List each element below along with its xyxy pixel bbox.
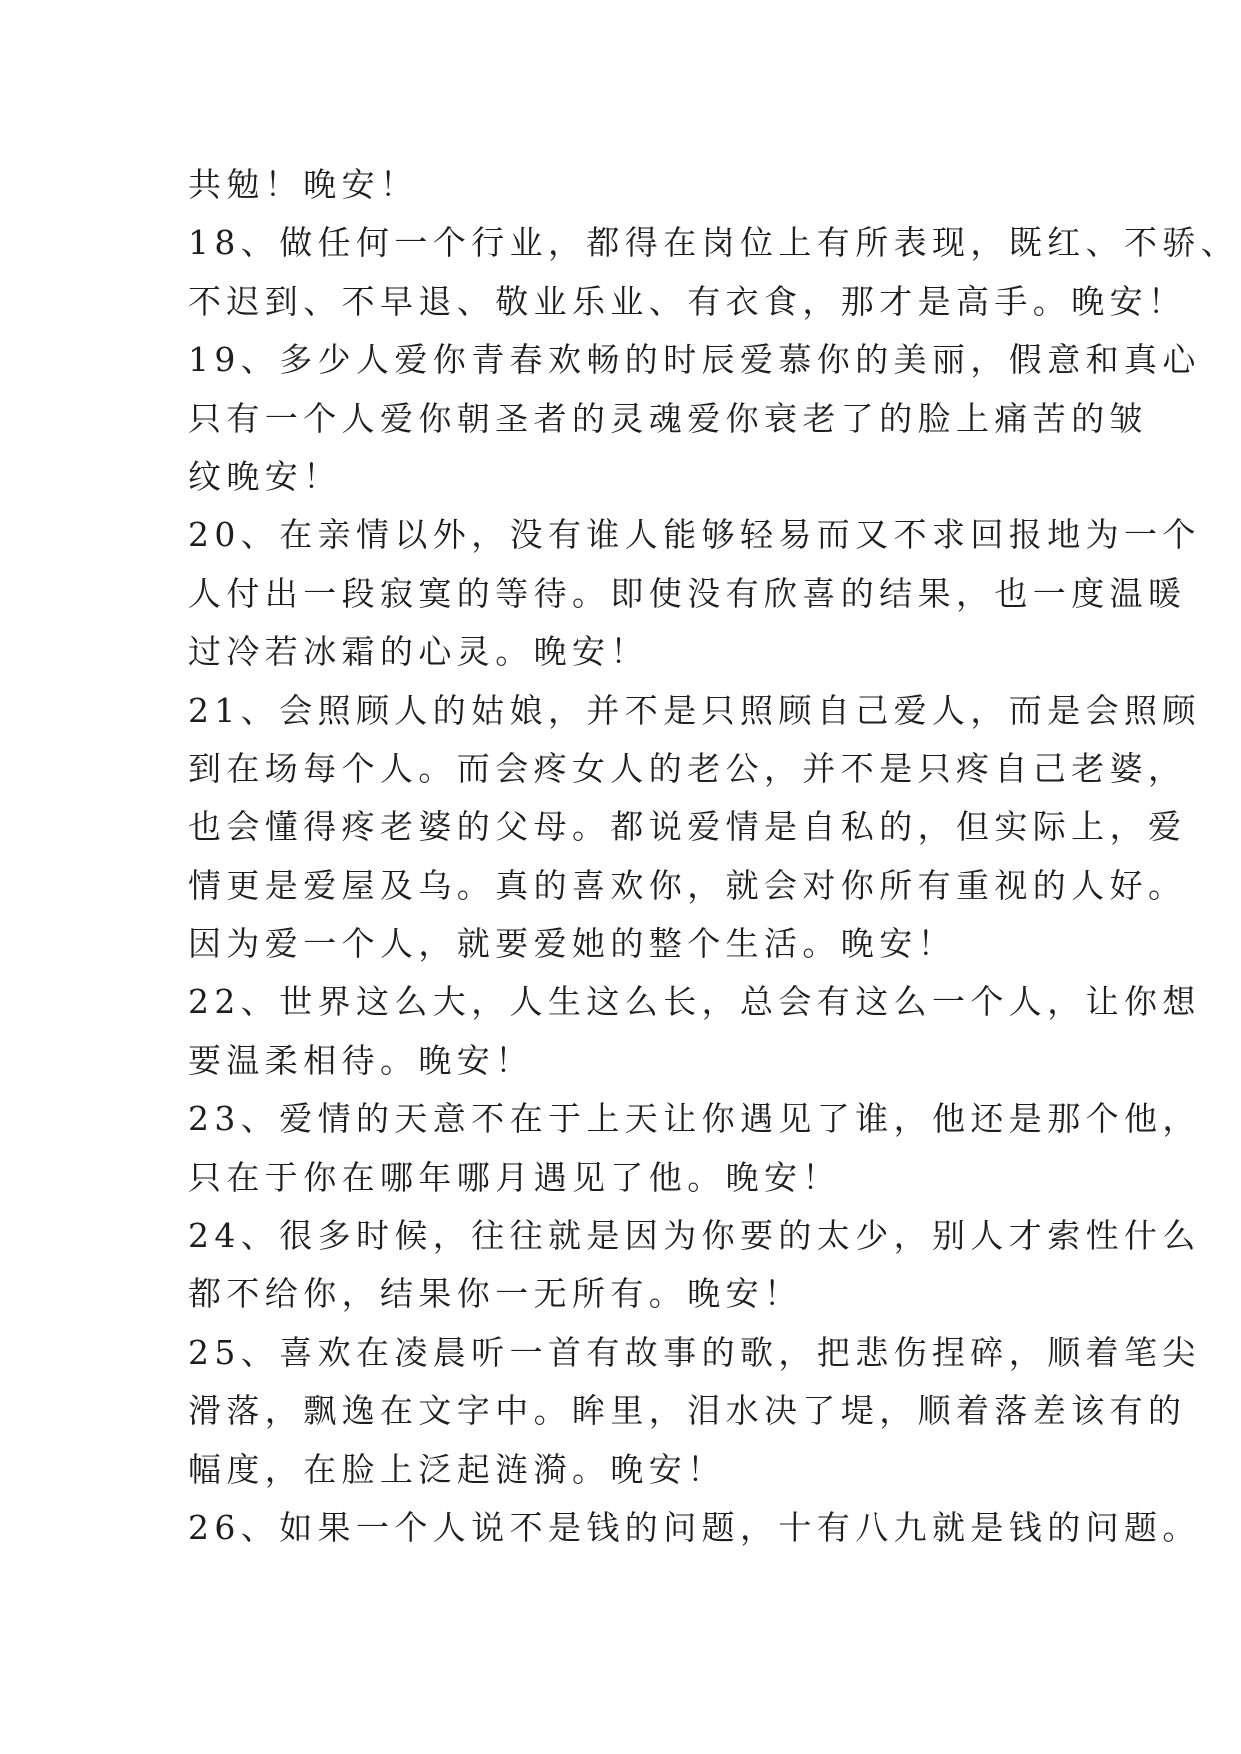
text-line: 共勉！晚安！: [188, 165, 419, 204]
text-line: 情更是爱屋及乌。真的喜欢你，就会对你所有重视的人好。: [188, 865, 1187, 905]
text-line: 18、做任何一个行业，都得在岗位上有所表现，既红、不骄、: [188, 223, 1240, 263]
text-line: 21、会照顾人的姑娘，并不是只照顾自己爱人，而是会照顾: [188, 690, 1201, 730]
text-line: 过冷若冰霜的心灵。晚安！: [188, 632, 649, 672]
text-line: 都不给你，结果你一无所有。晚安！: [188, 1274, 803, 1314]
body-text: [188, 156, 1240, 1557]
text-line: 26、如果一个人说不是钱的问题，十有八九就是钱的问题。: [188, 1507, 1201, 1547]
text-line: 只在于你在哪年哪月遇见了他。晚安！: [188, 1157, 841, 1197]
text-line: 20、在亲情以外，没有谁人能够轻易而又不求回报地为一个: [188, 515, 1201, 555]
text-line: 22、世界这么大，人生这么长，总会有这么一个人，让你想: [188, 982, 1201, 1022]
text-line: 要温柔相待。晚安！: [188, 1040, 534, 1080]
text-line: 不迟到、不早退、敬业乐业、有衣食，那才是高手。晚安！: [188, 281, 1187, 321]
text-line: 纹晚安！: [188, 456, 342, 496]
text-line: 24、很多时候，往往就是因为你要的太少，别人才索性什么: [188, 1216, 1201, 1256]
text-line: 滑落，飘逸在文字中。眸里，泪水决了堤，顺着落差该有的: [188, 1391, 1187, 1431]
text-line: 也会懂得疼老婆的父母。都说爱情是自私的，但实际上，爱: [188, 807, 1187, 847]
text-line: 只有一个人爱你朝圣者的灵魂爱你衰老了的脸上痛苦的皱: [188, 398, 1148, 438]
text-line: 幅度，在脸上泛起涟漪。晚安！: [188, 1449, 726, 1489]
text-line: 19、多少人爱你青春欢畅的时辰爱慕你的美丽，假意和真心: [188, 340, 1201, 380]
text-line: 25、喜欢在凌晨听一首有故事的歌，把悲伤捏碎，顺着笔尖: [188, 1332, 1201, 1372]
text-line: 人付出一段寂寞的等待。即使没有欣喜的结果，也一度温暖: [188, 573, 1187, 613]
text-line: 因为爱一个人，就要爱她的整个生活。晚安！: [188, 924, 956, 964]
text-line: 23、爱情的天意不在于上天让你遇见了谁，他还是那个他，: [188, 1099, 1201, 1139]
text-line: 到在场每个人。而会疼女人的老公，并不是只疼自己老婆，: [188, 748, 1187, 788]
